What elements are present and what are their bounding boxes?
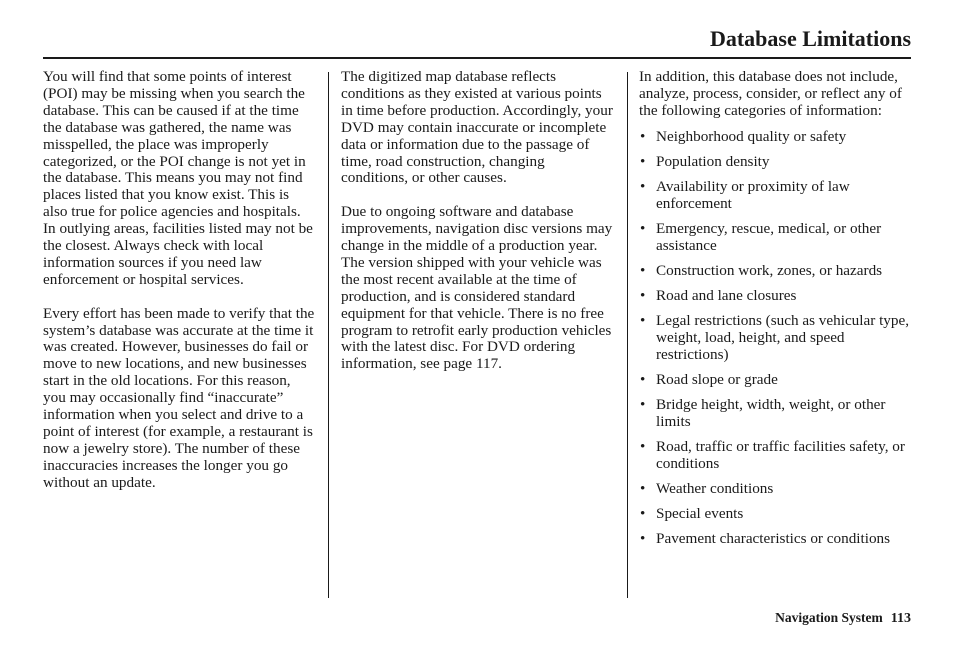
column-divider xyxy=(328,72,329,598)
page-title: Database Limitations xyxy=(709,26,911,51)
footer-section-name: Navigation System xyxy=(775,610,883,625)
list-item: • Legal restrictions (such as vehicular type, weight, load, height, and speed restrictions) xyxy=(639,313,911,364)
column-1 xyxy=(43,69,315,509)
list-item: • Bridge height, width, weight, or other limits xyxy=(639,397,911,431)
list-item: • Population density xyxy=(639,154,911,171)
column-divider xyxy=(627,72,628,598)
list-item: • Neighborhood quality or safety xyxy=(639,129,911,146)
intro-paragraph: In addition, this database does not include, analyze, process, consider, or reflect any of the following categories of information: xyxy=(639,68,902,119)
paragraph: Due to ongoing software and database improvements, navigation disc versions may change in the middle of a production year. The version shipped with your vehicle was the most recent available at the time of production, and is considered standard equipment for that vehicle. There is no free program to retrofit early production vehicles with the latest disc. For DVD ordering information, see page 117. xyxy=(341,203,613,373)
paragraph: The digitized map database reflects conditions as they existed at various points in time before production. Accordingly, your DVD may contain inaccurate or incomplete data or information due to the passage of time, road construction, changing conditions, or other causes. xyxy=(341,68,613,187)
page-number: 113 xyxy=(890,611,911,626)
list-item: • Road slope or grade xyxy=(639,372,911,389)
paragraph: Every effort has been made to verify that the system’s database was accurate at the time it was created. However, businesses do fail or move to new locations, and new businesses start in the old locations. For this reason, you may occasionally find “inaccurate” information when you select and drive to a point of interest (for example, a restaurant is now a jewelry store). The number of these inaccuracies increases the longer you go without an update. xyxy=(43,304,315,491)
list-item: • Availability or proximity of law enforcement xyxy=(639,179,911,213)
column-2 xyxy=(341,69,613,390)
title-rule xyxy=(43,57,911,59)
list-item: • Emergency, rescue, medical, or other assistance xyxy=(639,221,911,255)
list-item: • Road and lane closures xyxy=(639,288,911,305)
list-item: • Special events xyxy=(639,506,911,523)
paragraph: You will find that some points of interest (POI) may be missing when you search the database. This can be caused if at the time the database was gathered, the name was misspelled, the place was improperly categorized, or the POI change is not yet in the database. This means you may not find places listed that you know exist. This is also true for police agencies and hospitals. In outlying areas, facilities listed may not be the closest. Always check with local information sources if you need law enforcement or hospital services. xyxy=(43,68,313,288)
column-3 xyxy=(639,69,911,556)
category-list xyxy=(639,129,911,548)
list-item: • Pavement characteristics or conditions xyxy=(639,531,911,548)
list-item: • Road, traffic or traffic facilities safety, or conditions xyxy=(639,439,911,473)
page-footer xyxy=(775,610,911,627)
list-item: • Construction work, zones, or hazards xyxy=(639,263,911,280)
list-item: • Weather conditions xyxy=(639,481,911,498)
